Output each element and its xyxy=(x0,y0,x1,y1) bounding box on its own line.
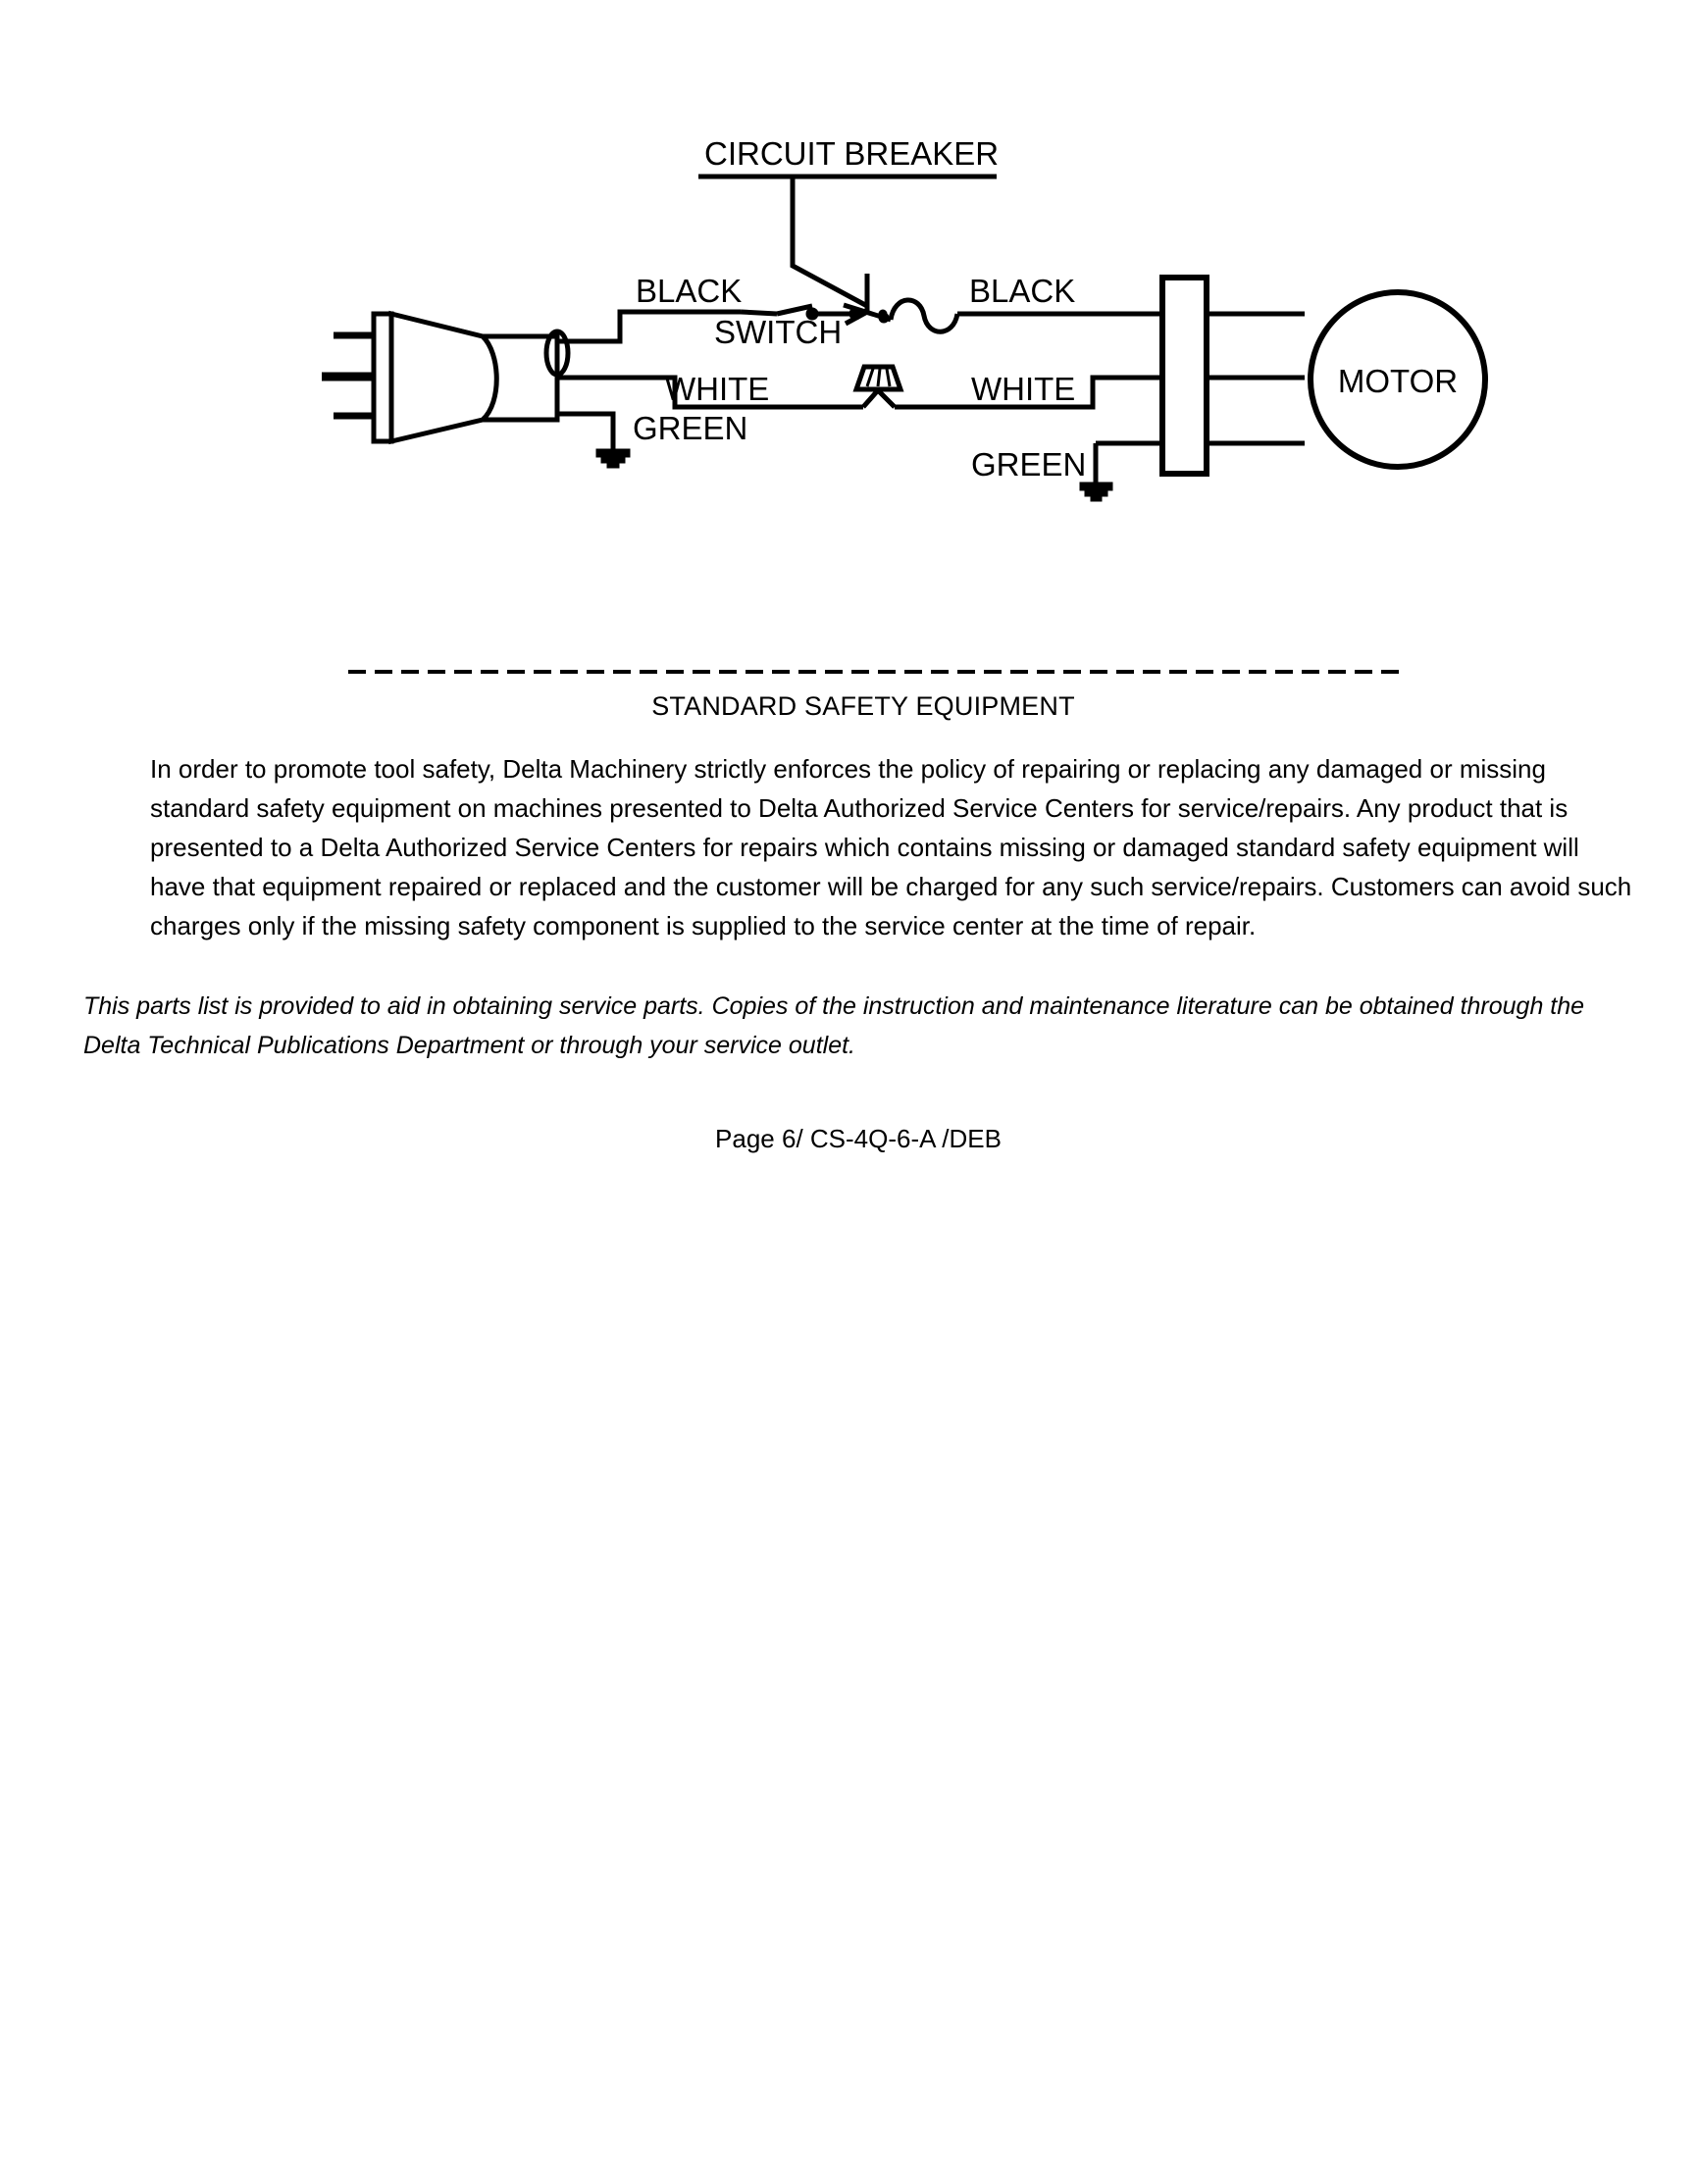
plug-faceplate xyxy=(374,314,391,441)
black-label-left: BLACK xyxy=(636,273,743,309)
note-line: Delta Technical Publications Department or through your service outlet. xyxy=(83,1032,855,1059)
ground-symbol-icon-right xyxy=(1080,443,1162,501)
three-prong-plug-icon xyxy=(322,314,568,441)
paragraph-line: charges only if the missing safety component is supplied to the service center at the time of repair. xyxy=(150,911,1257,940)
page-footer: Page 6/ CS-4Q-6-A /DEB xyxy=(715,1124,1002,1153)
paragraph-line: have that equipment repaired or replaced and the customer will be charged for any such service/repairs. Customers can avoid such xyxy=(150,872,1632,901)
black-label-right: BLACK xyxy=(969,273,1076,309)
paragraph-line: presented to a Delta Authorized Service Centers for repairs which contains missing or damaged standard safety equipment will xyxy=(150,833,1579,862)
white-label-right: WHITE xyxy=(971,371,1076,407)
white-label-left: WHITE xyxy=(665,371,770,407)
paragraph-line: In order to promote tool safety, Delta Machinery strictly enforces the policy of repairing or replacing any damaged or missing xyxy=(150,754,1546,784)
switch-label: SWITCH xyxy=(714,314,843,350)
safety-paragraph xyxy=(123,749,1632,945)
coil-icon xyxy=(891,300,957,331)
circuit-breaker-label: CIRCUIT BREAKER xyxy=(704,135,1000,172)
terminal-block-icon xyxy=(1162,278,1207,474)
section-heading: STANDARD SAFETY EQUIPMENT xyxy=(651,691,1075,721)
motor-label: MOTOR xyxy=(1337,363,1459,399)
green-label-right: GREEN xyxy=(971,446,1087,483)
parts-list-note xyxy=(83,987,1614,1065)
black-wire-left xyxy=(557,312,741,341)
wiring-diagram xyxy=(0,0,1697,608)
ground-symbol-icon xyxy=(557,414,630,468)
green-label-left: GREEN xyxy=(633,410,748,446)
circuit-breaker-leader xyxy=(793,178,867,306)
note-line: This parts list is provided to aid in obtaining service parts. Copies of the instruction and maintenance literature can be obtained through the xyxy=(83,992,1585,1020)
wire-nut-icon xyxy=(856,367,900,407)
standard-safety-equipment-section xyxy=(0,691,1697,1154)
plug-body xyxy=(391,314,496,441)
paragraph-line: standard safety equipment on machines presented to Delta Authorized Service Centers for service/repairs. Any product that is xyxy=(150,793,1568,823)
section-divider xyxy=(348,670,1408,674)
